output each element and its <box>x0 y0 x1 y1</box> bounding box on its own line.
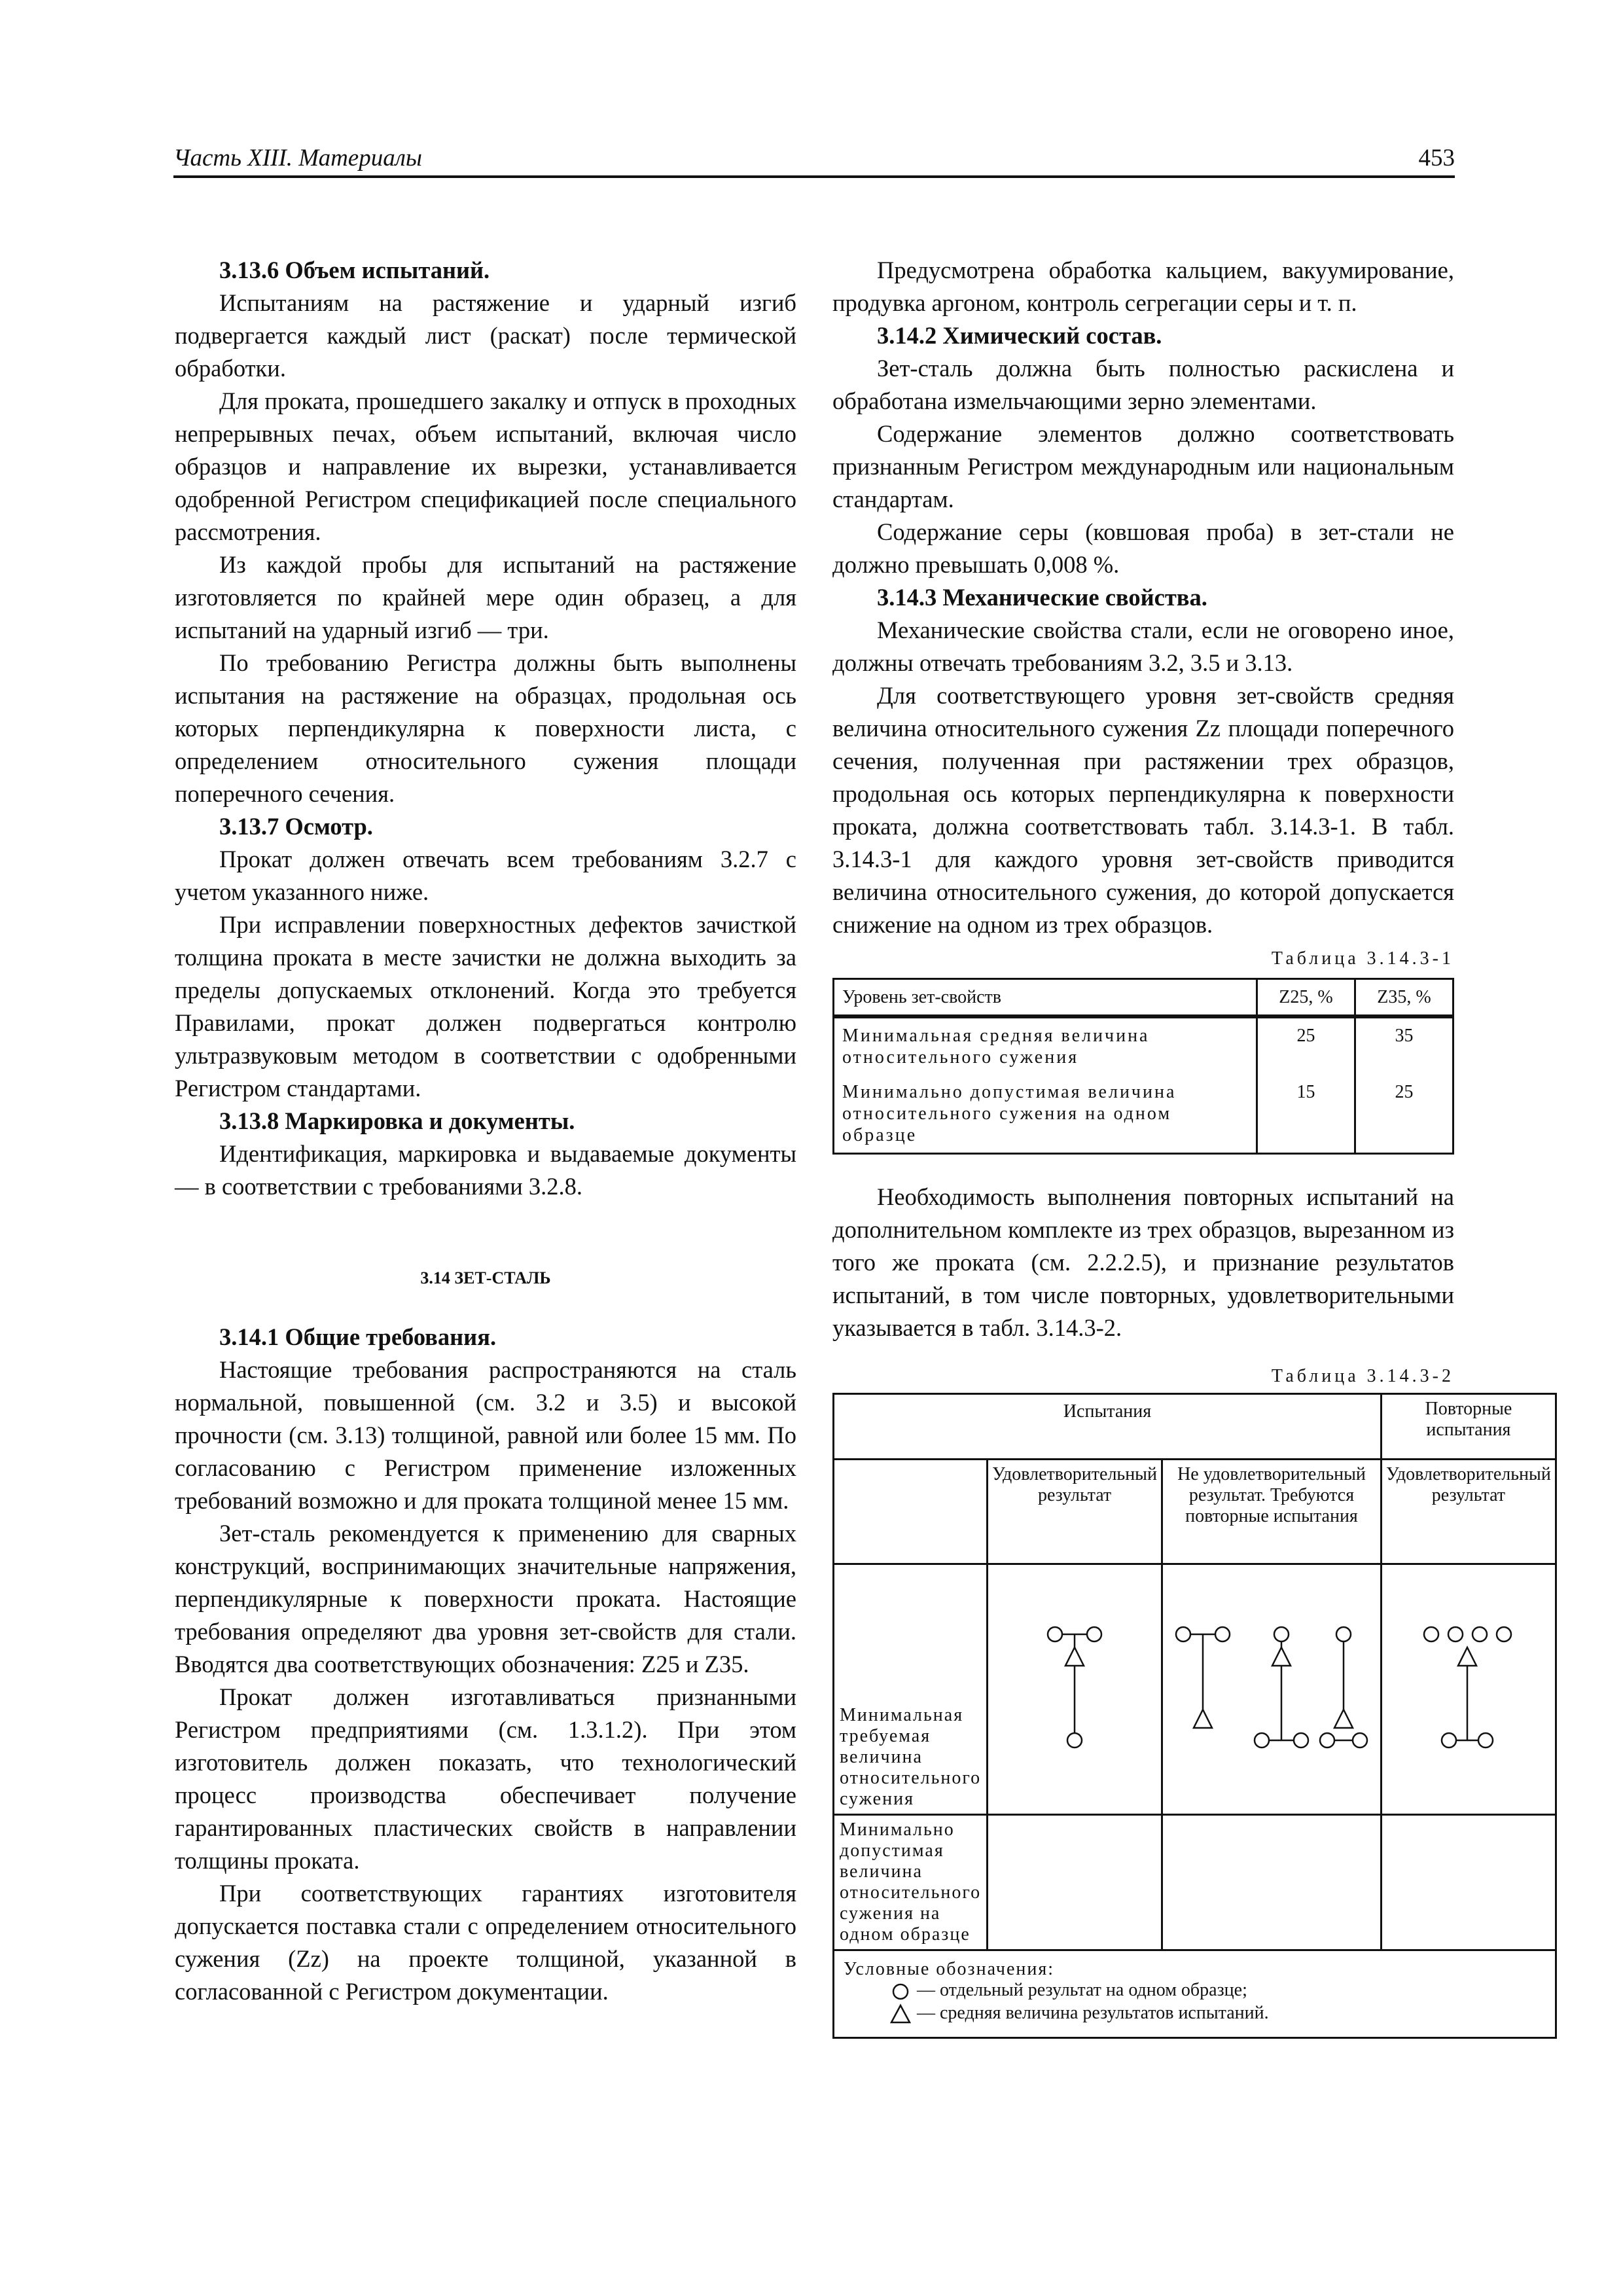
table-caption-3-14-3-2: Таблица 3.14.3-2 <box>1271 1366 1454 1386</box>
paragraph: Для проката, прошедшего закалку и отпуск в проходных непрерывных печах, объем испытаний, включая число образцов и направление их вырезки, устанавливается одобренной Регистром спецификацией после специального рассмотрения. <box>175 387 796 545</box>
table-row-label: Минимальная требуемая величина относительного сужения <box>834 1564 988 1815</box>
result-diagram <box>1012 1569 1137 1804</box>
table-cell: 35 <box>1355 1016 1454 1075</box>
header-rule <box>173 175 1455 178</box>
triangle-symbol-icon <box>889 2003 912 2025</box>
heading-3-14-1: 3.14.1 Общие требования. <box>219 1323 497 1350</box>
paragraph: Содержание элементов должно соответствовать признанным Регистром международным или национальным стандартам. <box>832 420 1454 512</box>
table-3-14-3-2 <box>832 1393 1557 2039</box>
table-blank-cell <box>834 1460 988 1564</box>
legend-text: — отдельный результат на одном образце; <box>917 1980 1247 2000</box>
table-row-label: Минимальная средняя величина относительного сужения <box>834 1016 1257 1075</box>
table-header-tests: Испытания <box>834 1394 1382 1460</box>
running-header-title: Часть XIII. Материалы <box>173 145 422 171</box>
table-header-cell: Уровень зет-свойств <box>834 979 1257 1017</box>
result-diagram <box>1413 1569 1524 1804</box>
table-row-label: Минимально допустимая величина относительного сужения на одном образце <box>834 1815 988 1950</box>
diagram-retest <box>1381 1564 1556 1815</box>
diagram-satisfactory <box>988 1564 1162 1815</box>
diagram-unsatisfactory <box>1162 1564 1381 1815</box>
result-diagram <box>1167 1569 1376 1804</box>
table-header-cell: Удовлетворительный результат <box>1381 1460 1556 1564</box>
table-header-cell: Не удовлетворительный результат. Требуются повторные испытания <box>1162 1460 1381 1564</box>
table-blank-cell <box>1381 1815 1556 1950</box>
heading-3-14-3: 3.14.3 Механические свойства. <box>877 584 1207 611</box>
paragraph: Настоящие требования распространяются на сталь нормальной, повышенной (см. 3.2 и 3.5) и высокой прочности (см. 3.13) толщиной, равной или более 15 мм. По согласованию с Регистром применение изложенных требований возможно и для проката толщиной менее 15 мм. <box>175 1356 796 1514</box>
table-cell: 25 <box>1355 1075 1454 1154</box>
legend-title: Условные обозначения: <box>844 1959 1055 1979</box>
right-column <box>832 254 1551 2039</box>
legend-item-triangle <box>844 2003 1546 2026</box>
paragraph: Зет-сталь рекомендуется к применению для сварных конструкций, воспринимающих значительные напряжения, перпендикулярные к поверхности проката. Настоящие требования определяют два уровня зет-свойств для стали. Вводятся два соответствующих обозначения: Z25 и Z35. <box>175 1520 796 1677</box>
heading-3-13-8: 3.13.8 Маркировка и документы. <box>219 1107 575 1134</box>
section-title-3-14: 3.14 ЗЕТ-СТАЛЬ <box>420 1268 551 1287</box>
table-cell: 15 <box>1257 1075 1355 1154</box>
paragraph: При исправлении поверхностных дефектов зачисткой толщина проката в месте зачистки не должна выходить за пределы допускаемых отклонений. Когда это требуется Правилами, прокат должен подвергаться контролю ультразвуковым методом в соответствии с одобренными Регистром стандартами. <box>175 911 796 1102</box>
legend-item-circle <box>844 1980 1546 2003</box>
paragraph: Идентификация, маркировка и выдаваемые документы — в соответствии с требованиями 3.2.8. <box>175 1140 796 1200</box>
paragraph: Содержание серы (ковшовая проба) в зет-стали не должно превышать 0,008 %. <box>832 518 1454 578</box>
left-column <box>175 254 796 2008</box>
table-blank-cell <box>1162 1815 1381 1950</box>
table-caption-3-14-3-1: Таблица 3.14.3-1 <box>1271 948 1454 969</box>
heading-3-13-7: 3.13.7 Осмотр. <box>219 813 373 840</box>
table-legend <box>834 1950 1556 2038</box>
paragraph: Зет-сталь должна быть полностью раскислена и обработана измельчающими зерно элементами. <box>832 355 1454 414</box>
page-number: 453 <box>1418 145 1455 171</box>
table-header-retests: Повторные испытания <box>1381 1394 1556 1460</box>
paragraph: Испытаниям на растяжение и ударный изгиб подвергается каждый лист (раскат) после термической обработки. <box>175 289 796 382</box>
paragraph: Механические свойства стали, если не оговорено иное, должны отвечать требованиям 3.2, 3.5 и 3.13. <box>832 617 1454 676</box>
paragraph: По требованию Регистра должны быть выполнены испытания на растяжение на образцах, продольная ось которых перпендикулярна к поверхности листа, с определением относительного сужения площади поперечного сечения. <box>175 649 796 807</box>
paragraph: Для соответствующего уровня зет-свойств средняя величина относительного сужения Zz площади поперечного сечения, полученная при растяжении трех образцов, продольная ось которых перпендикулярна к поверхности проката, должна соответствовать табл. 3.14.3-1. В табл. 3.14.3-1 для каждого уровня зет-свойств приводится величина относительного сужения, до которой допускается снижение на одном из трех образцов. <box>832 682 1454 938</box>
paragraph: Необходимость выполнения повторных испытаний на дополнительном комплекте из трех образцов, вырезанном из того же проката (см. 2.2.2.5), и признание результатов испытаний, в том числе повторных, удовлетворительными указывается в табл. 3.14.3-2. <box>832 1183 1454 1341</box>
table-row-label: Минимально допустимая величина относительного сужения на одном образце <box>834 1075 1257 1154</box>
paragraph: При соответствующих гарантиях изготовителя допускается поставка стали с определением относительного сужения (Zz) на проекте толщиной, указанной в согласованной с Регистром документации. <box>175 1880 796 2005</box>
table-header-cell: Z25, % <box>1257 979 1355 1017</box>
paragraph: Предусмотрена обработка кальцием, вакуумирование, продувка аргоном, контроль сегрегации серы и т. п. <box>832 257 1454 316</box>
legend-text: — средняя величина результатов испытаний. <box>917 2002 1269 2023</box>
table-cell: 25 <box>1257 1016 1355 1075</box>
table-3-14-3-1 <box>832 978 1454 1155</box>
heading-3-13-6: 3.13.6 Объем испытаний. <box>219 257 490 283</box>
circle-symbol-icon <box>889 1981 912 2003</box>
heading-3-14-2: 3.14.2 Химический состав. <box>877 322 1162 349</box>
table-header-cell: Z35, % <box>1355 979 1454 1017</box>
table-header-cell: Удовлетворительный результат <box>988 1460 1162 1564</box>
paragraph: Из каждой пробы для испытаний на растяжение изготовляется по крайней мере один образец, а для испытаний на ударный изгиб — три. <box>175 551 796 643</box>
paragraph: Прокат должен изготавливаться признанными Регистром предприятиями (см. 1.3.1.2). При этом изготовитель должен показать, что технологический процесс производства обеспечивает получение гарантированных пластических свойств в направлении толщины проката. <box>175 1683 796 1874</box>
paragraph: Прокат должен отвечать всем требованиям 3.2.7 с учетом указанного ниже. <box>175 846 796 905</box>
table-blank-cell <box>988 1815 1162 1950</box>
